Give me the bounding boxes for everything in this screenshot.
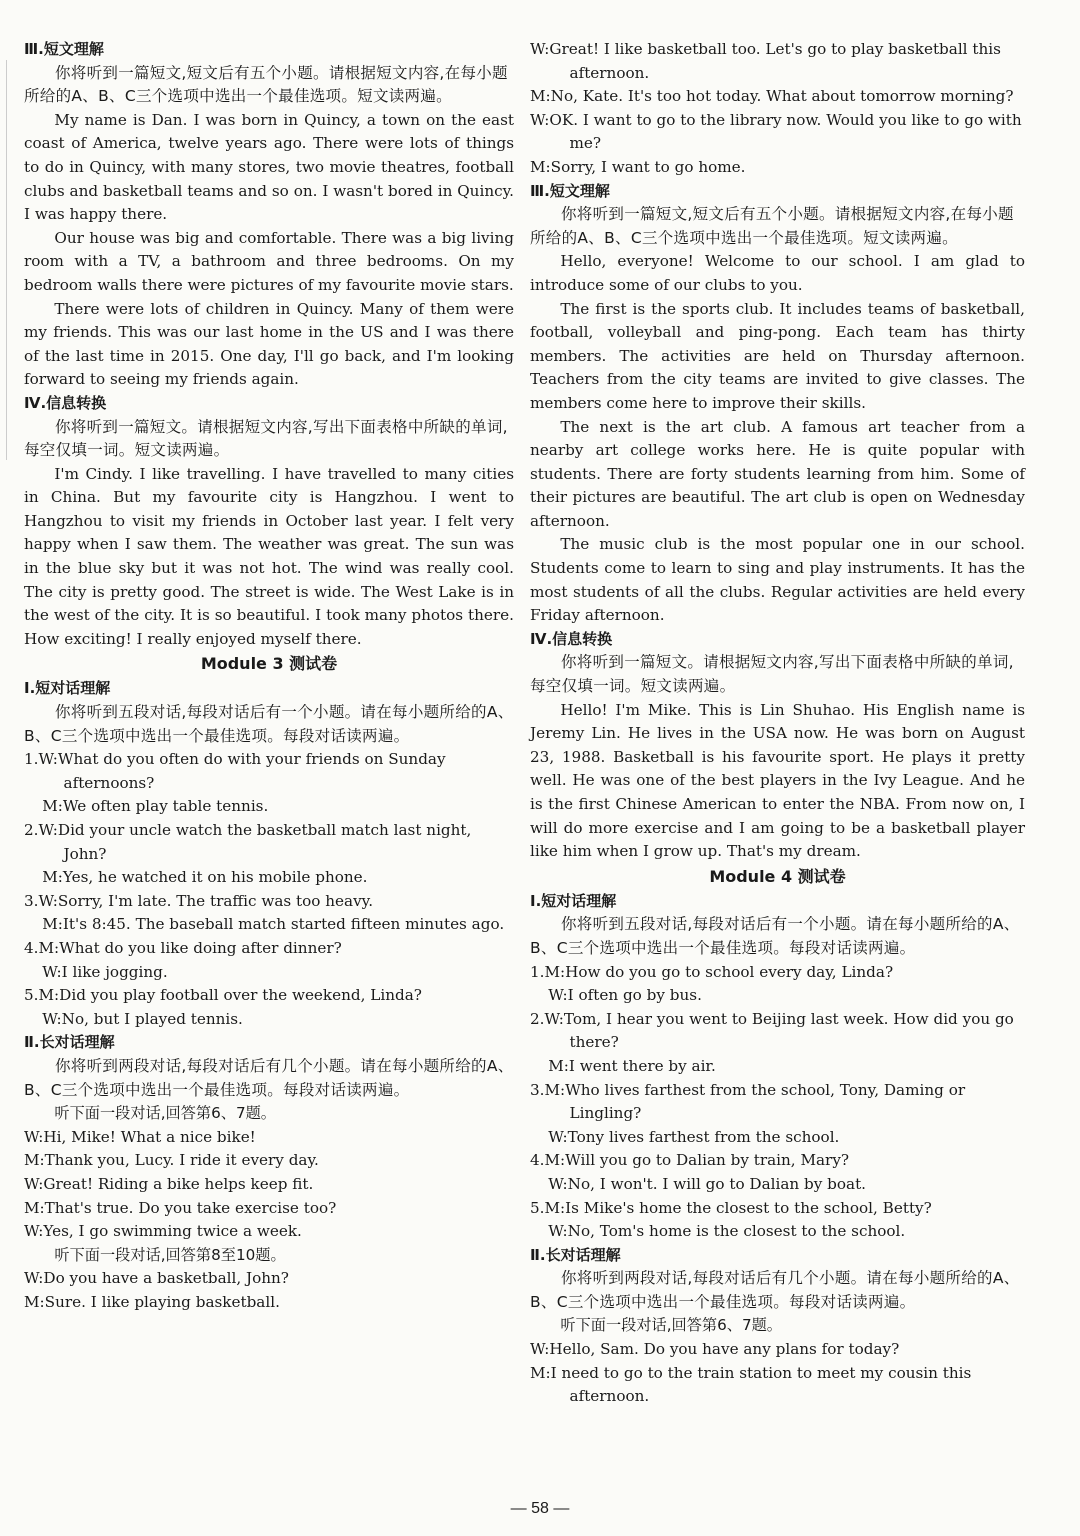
section-heading: Ⅱ.长对话理解 (24, 1033, 115, 1052)
dialogue-line: W:Great! Riding a bike helps keep fit. (24, 1174, 314, 1193)
dialogue-line: M:Sure. I like playing basketball. (24, 1292, 280, 1311)
module-title: Module 3 测试卷 (200, 654, 338, 674)
dialogue-line: M:I need to go to the train station to meet my cousin this afternoon. (530, 1363, 972, 1406)
section-heading: Ⅰ.短对话理解 (24, 679, 111, 698)
instruction: 你将听到一篇短文。请根据短文内容,写出下面表格中所缺的单词,每空仅填一词。短文读两遍。 (530, 653, 1014, 696)
dialogue-answer: M:We often play table tennis. (42, 797, 269, 816)
dialogue-question: 5.M:Did you play football over the weekend, Linda? (24, 986, 422, 1005)
section-heading: Ⅲ.短文理解 (24, 40, 104, 58)
passage-paragraph: Hello! I'm Mike. This is Lin Shuhao. His English name is Jeremy Lin. He lives in the USA now. He was born on August 23, 1988. Basketball is his favourite sport. He plays it pretty well. He was one of the best players in the Ivy League. And he is the first Chinese American to enter the NBA. From now on, I will do more exercise and I am going to be a basketball player like him when I grow up. That's my dream. (530, 700, 1025, 861)
left-column (24, 38, 514, 1314)
dialogue-answer: M:I went there by air. (548, 1056, 716, 1075)
passage-paragraph: There were lots of children in Quincy. Many of them were my friends. This was our last home in the US and I was there of the last time in 2015. One day, I'll go back, and I'm looking forward to seeing my friends again. (24, 299, 514, 389)
passage-paragraph: The first is the sports club. It includes teams of basketball, football, volleyball and ping-pong. Each team has thirty members. The activities are held on Thursday afternoon. Teachers from the city teams are invited to give classes. The members come here to improve their skills. (530, 299, 1025, 412)
instruction: 你将听到一篇短文,短文后有五个小题。请根据短文内容,在每小题所给的A、B、C三个选项中选出一个最佳选项。短文读两遍。 (24, 63, 508, 106)
dialogue-answer: W:I often go by bus. (548, 986, 702, 1005)
dialogue-answer: W:No, Tom's home is the closest to the school. (548, 1222, 906, 1241)
instruction: 你将听到两段对话,每段对话后有几个小题。请在每小题所给的A、B、C三个选项中选出一个最佳选项。每段对话读两遍。 (530, 1269, 1020, 1311)
dialogue-lead: 听下面一段对话,回答第8至10题。 (54, 1245, 286, 1264)
dialogue-question: 2.W:Tom, I hear you went to Beijing last week. How did you go there? (530, 1009, 1014, 1052)
dialogue-line: W:OK. I want to go to the library now. Would you like to go with me? (530, 110, 1022, 153)
instruction: 你将听到一篇短文,短文后有五个小题。请根据短文内容,在每小题所给的A、B、C三个选项中选出一个最佳选项。短文读两遍。 (530, 205, 1014, 247)
dialogue-answer: W:No, I won't. I will go to Dalian by boat. (548, 1174, 867, 1193)
dialogue-lead: 听下面一段对话,回答第6、7题。 (560, 1316, 782, 1335)
dialogue-answer: W:I like jogging. (42, 962, 168, 981)
passage-paragraph: Hello, everyone! Welcome to our school. I am glad to introduce some of our clubs to you. (530, 252, 1025, 294)
dialogue-answer: W:Tony lives farthest from the school. (548, 1127, 840, 1146)
dialogue-question: 4.M:What do you like doing after dinner? (24, 938, 342, 957)
dialogue-question: 2.W:Did your uncle watch the basketball match last night, John? (24, 821, 472, 863)
dialogue-line: M:Thank you, Lucy. I ride it every day. (24, 1151, 319, 1170)
dialogue-question: 3.W:Sorry, I'm late. The traffic was too heavy. (24, 891, 374, 910)
instruction: 你将听到五段对话,每段对话后有一个小题。请在每小题所给的A、B、C三个选项中选出一个最佳选项。每段对话读两遍。 (530, 915, 1020, 957)
section-heading: Ⅰ.短对话理解 (530, 891, 617, 910)
instruction: 你将听到两段对话,每段对话后有几个小题。请在每小题所给的A、B、C三个选项中选出一个最佳选项。每段对话读两遍。 (24, 1056, 514, 1099)
dialogue-line: M:That's true. Do you take exercise too? (24, 1198, 337, 1217)
instruction: 你将听到五段对话,每段对话后有一个小题。请在每小题所给的A、B、C三个选项中选出一个最佳选项。每段对话读两遍。 (24, 703, 514, 745)
passage-paragraph: My name is Dan. I was born in Quincy, a town on the east coast of America, twelve years ago. There were lots of things to do in Quincy, with many stores, two movie theatres, football clubs and basketball teams and so on. I wasn't bored in Quincy. I was happy there. (24, 110, 514, 224)
instruction: 你将听到一篇短文。请根据短文内容,写出下面表格中所缺的单词,每空仅填一词。短文读两遍。 (24, 417, 508, 460)
dialogue-answer: M:It's 8:45. The baseball match started fifteen minutes ago. (42, 915, 505, 934)
dialogue-line: W:Great! I like basketball too. Let's go to play basketball this afternoon. (530, 40, 1001, 82)
module-title: Module 4 测试卷 (709, 866, 846, 886)
passage-paragraph: The music club is the most popular one in our school. Students come to learn to sing and play instruments. It has the most students of all the clubs. Regular activities are held every Friday afternoon. (530, 535, 1025, 625)
dialogue-question: 1.M:How do you go to school every day, Linda? (530, 962, 894, 981)
dialogue-line: M:Sorry, I want to go home. (530, 157, 746, 176)
dialogue-line: W:Yes, I go swimming twice a week. (24, 1222, 302, 1241)
passage-paragraph: I'm Cindy. I like travelling. I have travelled to many cities in China. But my favourite city is Hangzhou. I went to Hangzhou to visit my friends in October last year. I felt very happy when I saw them. The weather was great. The sun was in the blue sky but it was not hot. The wind was really cool. The city is pretty good. The street is wide. The West Lake is in the west of the city. It is so beautiful. I took many photos there. How exciting! I really enjoyed myself there. (24, 464, 514, 648)
short-dialogues (24, 748, 514, 1031)
short-dialogues (530, 961, 1025, 1244)
dialogue-question: 5.M:Is Mike's home the closest to the school, Betty? (530, 1198, 932, 1217)
dialogue-answer: W:No, but I played tennis. (42, 1009, 243, 1028)
page-edge (0, 60, 7, 460)
section-heading: Ⅳ.信息转换 (24, 393, 107, 412)
passage-paragraph: Our house was big and comfortable. There was a big living room with a TV, a bathroom and three bedrooms. On my bedroom walls there were pictures of my favourite movie stars. (24, 228, 514, 294)
passage-paragraph: The next is the art club. A famous art teacher from a nearby art college works here. He is quite popular with students. There are forty students learning from him. Some of their pictures are beautiful. The art club is open on Wednesday afternoon. (530, 417, 1025, 530)
section-heading: Ⅱ.长对话理解 (530, 1245, 621, 1264)
dialogue-answer: M:Yes, he watched it on his mobile phone. (42, 868, 368, 887)
dialogue-line: M:No, Kate. It's too hot today. What about tomorrow morning? (530, 87, 1014, 106)
dialogue-line: W:Hi, Mike! What a nice bike! (24, 1127, 256, 1146)
section-heading: Ⅳ.信息转换 (530, 629, 613, 648)
section-heading: Ⅲ.短文理解 (530, 181, 610, 200)
dialogue-line: W:Hello, Sam. Do you have any plans for today? (530, 1340, 900, 1359)
right-column (530, 38, 1025, 1409)
dialogue-question: 4.M:Will you go to Dalian by train, Mary? (530, 1151, 850, 1170)
dialogue-line: W:Do you have a basketball, John? (24, 1269, 289, 1288)
dialogue-lead: 听下面一段对话,回答第6、7题。 (54, 1104, 276, 1123)
page-number: — 58 — (510, 1500, 570, 1517)
dialogue-question: 3.M:Who lives farthest from the school, Tony, Daming or Lingling? (530, 1080, 966, 1123)
dialogue-question: 1.W:What do you often do with your friends on Sunday afternoons? (24, 750, 446, 792)
